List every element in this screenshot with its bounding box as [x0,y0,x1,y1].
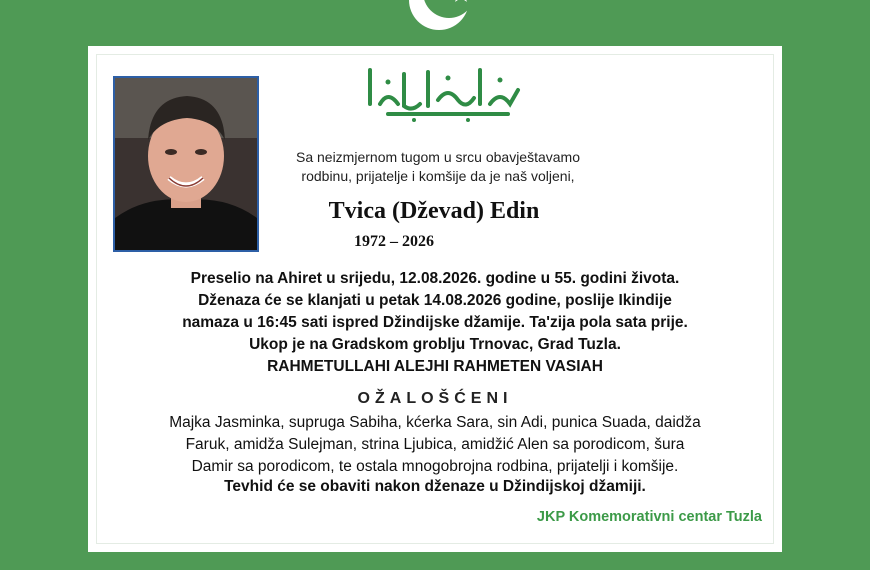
obituary-card [88,46,782,552]
mourners-line: Damir sa porodicom, te ostala mnogobrojna rodbina, prijatelji i komšije. [191,458,679,475]
mourners-title: OŽALOŠĆENI [357,390,513,407]
announcement-line: Dženaza će se klanjati u petak 14.08.2026 godine, poslije Ikindije [198,292,672,309]
intro-line: Sa neizmjernom tugom u srcu obavještavamo [295,149,581,165]
arabic-calligraphy [358,60,528,124]
announcement-line: Preselio na Ahiret u srijedu, 12.08.2026. godine u 55. godini života. [190,270,680,287]
intro-line: rodbinu, prijatelje i komšije da je naš voljeni, [301,168,575,184]
deceased-years: 1972 – 2026 [354,233,434,250]
tevhid-notice: Tevhid će se obaviti nakon dženaze u Džindijskoj džamiji. [224,478,646,495]
announcement-line: namaza u 16:45 sati ispred Džindijske džamije. Ta'zija pola sata prije. [182,314,688,331]
mourners-list [100,412,770,478]
mourners-line: Faruk, amidža Sulejman, strina Ljubica, amidžić Alen sa porodicom, šura [185,436,685,453]
announcement [100,268,770,378]
announcement-line: RAHMETULLAHI ALEJHI RAHMETEN VASIAH [267,358,603,375]
intro-text [238,148,638,186]
crescent-star-icon [405,0,475,36]
organization-name: JKP Komemorativni centar Tuzla [536,509,762,525]
mourners-line: Majka Jasminka, supruga Sabiha, kćerka Sara, sin Adi, punica Suada, daidža [169,414,701,431]
announcement-line: Ukop je na Gradskom groblju Trnovac, Grad Tuzla. [249,336,621,353]
deceased-name: Tvica (Dževad) Edin [328,198,540,224]
